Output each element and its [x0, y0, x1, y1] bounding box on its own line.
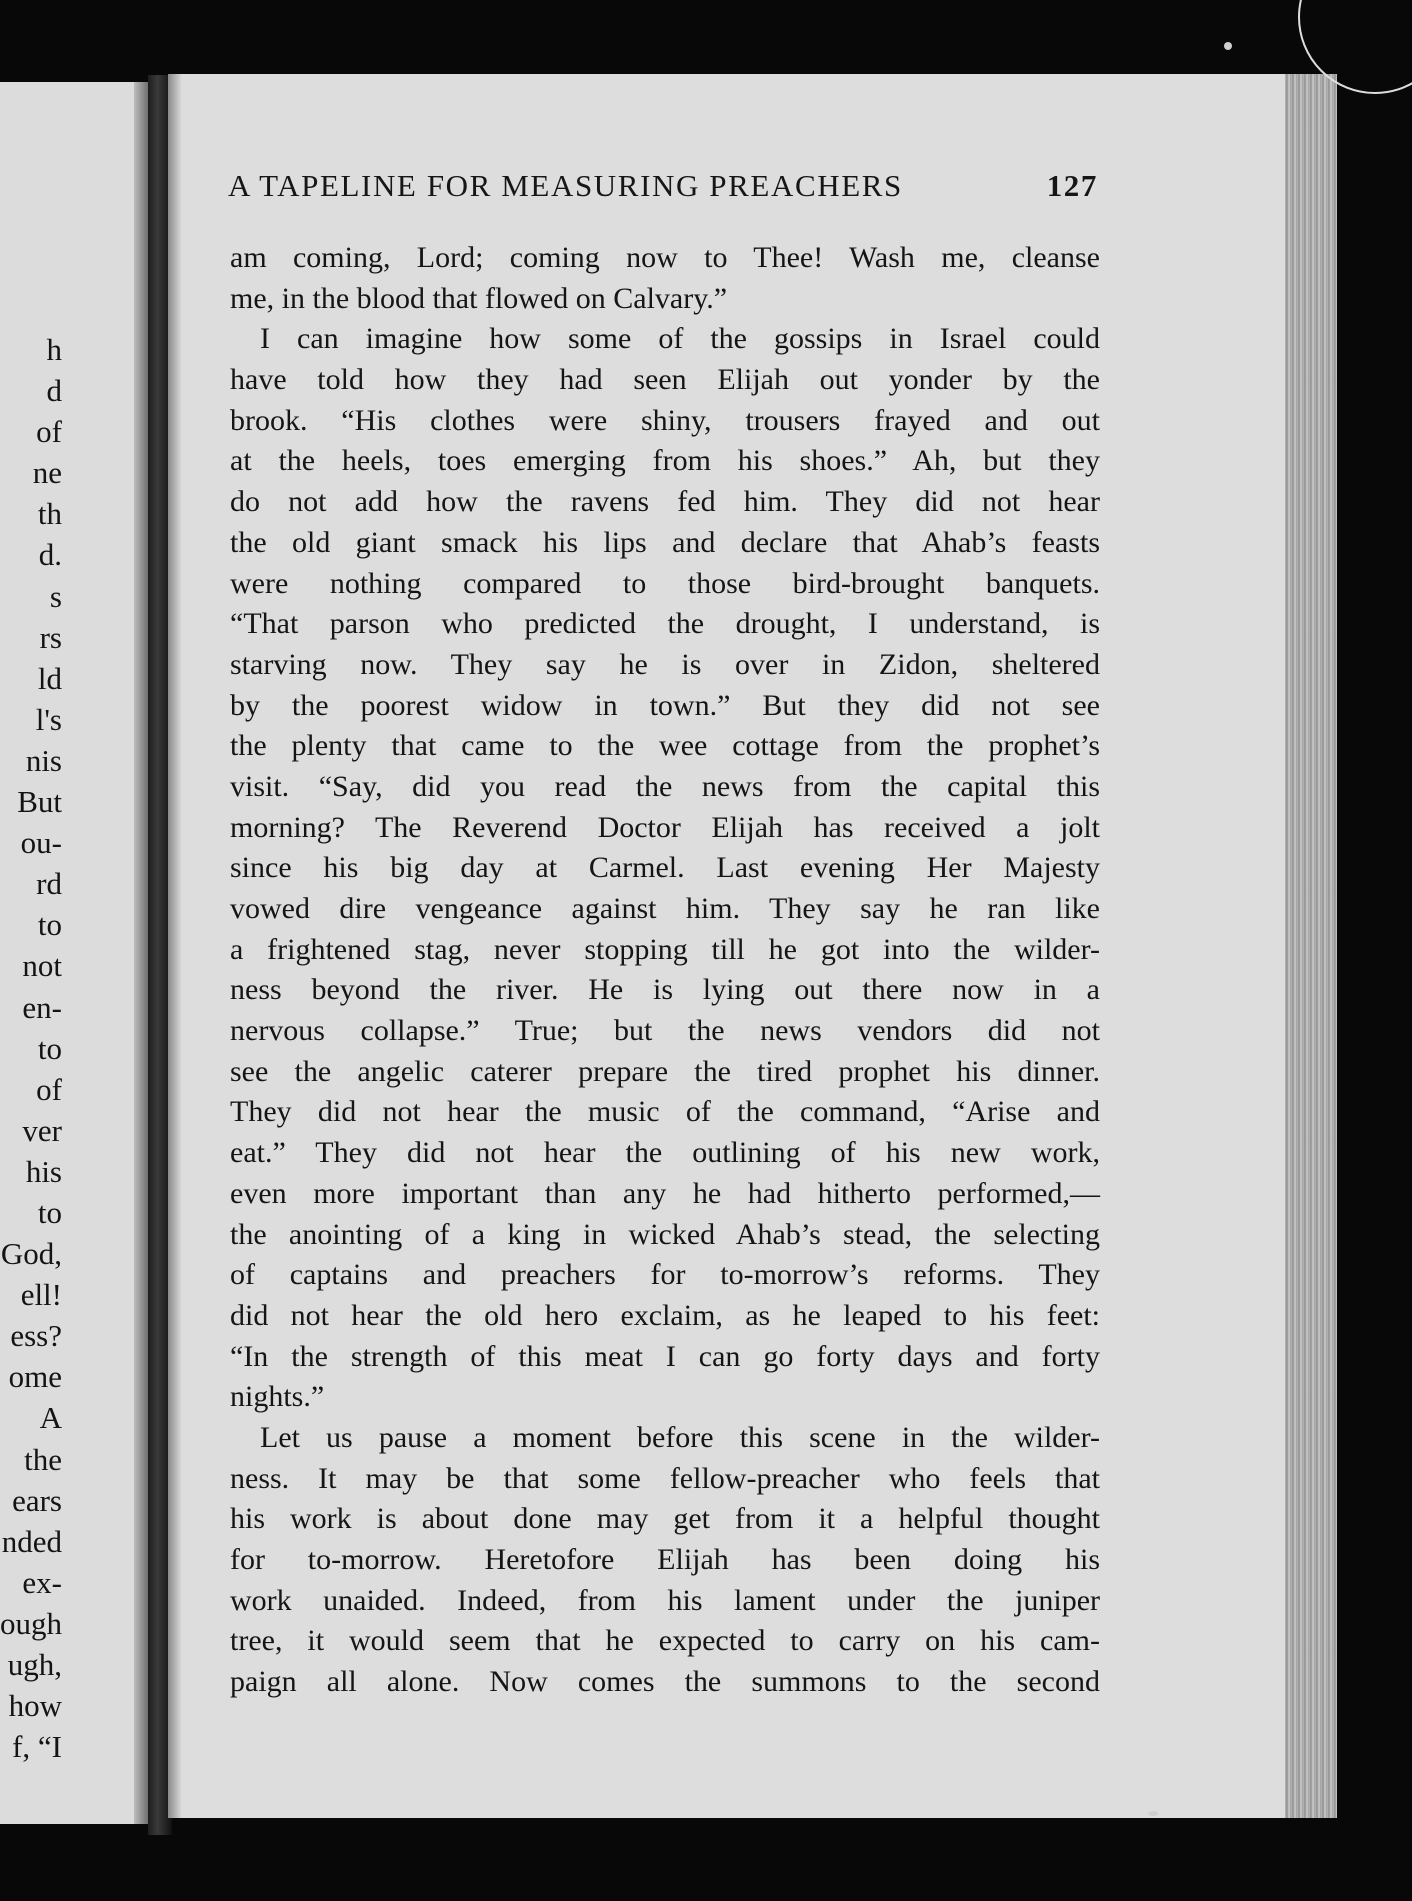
text-line: do not add how the ravens fed him. They did not hear [230, 485, 1100, 519]
running-header [228, 168, 1098, 214]
text-line: visit. “Say, did you read the news from the capital this [230, 769, 1100, 803]
left-line: ou- [20, 825, 62, 861]
left-line: d [46, 373, 62, 409]
text-line: did not hear the old hero exclaim, as he leaped to his feet: [230, 1298, 1100, 1332]
text-line: his work is about done may get from it a helpful thought [230, 1502, 1100, 1536]
text-line: the old giant smack his lips and declare that Ahab’s feasts [230, 525, 1100, 559]
text-line: vowed dire vengeance against him. They say he ran like [230, 892, 1100, 925]
text-line: the anointing of a king in wicked Ahab’s stead, the selecting [230, 1217, 1100, 1251]
left-line: A [39, 1400, 62, 1436]
left-line: But [17, 784, 62, 820]
text-line: were nothing compared to those bird-brought banquets. [230, 566, 1100, 600]
left-line: not [22, 948, 62, 984]
left-line: ne [32, 455, 62, 491]
left-line: ears [12, 1482, 62, 1518]
left-line: the [24, 1441, 62, 1477]
left-line: rs [39, 619, 62, 655]
text-line: of captains and preachers for to-morrow’s reforms. They [230, 1258, 1100, 1292]
left-line: en- [22, 989, 62, 1025]
right-page [168, 74, 1285, 1818]
left-line: of [36, 414, 62, 450]
left-line: th [37, 496, 62, 532]
text-line: see the angelic caterer prepare the tired prophet his dinner. [230, 1054, 1100, 1088]
left-line: ess? [10, 1318, 62, 1354]
left-line: ome [8, 1359, 62, 1395]
left-line: d. [38, 537, 62, 573]
left-line: how [8, 1688, 62, 1724]
left-line: nis [25, 742, 62, 778]
left-line: of [36, 1071, 62, 1107]
text-line: for to-morrow. Heretofore Elijah has been doing his [230, 1543, 1100, 1576]
left-line: to [37, 1030, 62, 1066]
text-line: by the poorest widow in town.” But they did not see [230, 688, 1100, 722]
left-line: h [46, 332, 62, 367]
text-line: “That parson who predicted the drought, I understand, is [230, 607, 1100, 641]
left-line: ell! [20, 1277, 62, 1313]
text-line: brook. “His clothes were shiny, trousers frayed and out [230, 403, 1100, 437]
page-number: 127 [1046, 168, 1098, 203]
scan-speck [1224, 42, 1232, 50]
text-line: paign all alone. Now comes the summons to the second [230, 1665, 1100, 1699]
text-line: since his big day at Carmel. Last evening Her Majesty [230, 851, 1100, 885]
text-line: have told how they had seen Elijah out yonder by the [230, 363, 1100, 397]
running-title: A TAPELINE FOR MEASURING PREACHERS [228, 168, 903, 203]
left-line: ver [22, 1112, 62, 1148]
left-line: ugh, [7, 1647, 62, 1682]
page-body [230, 238, 1100, 1703]
left-line: to [37, 907, 62, 943]
left-line: f, “I [12, 1729, 62, 1765]
left-line: nded [1, 1523, 62, 1559]
text-line: ness beyond the river. He is lying out there now in a [230, 973, 1100, 1007]
page-edges [1285, 74, 1337, 1818]
scan-speck [1148, 1811, 1158, 1816]
left-line: to [37, 1194, 62, 1230]
left-line: rd [36, 866, 62, 902]
text-line: tree, it would seem that he expected to carry on his cam- [230, 1624, 1100, 1658]
left-line: ex- [22, 1564, 62, 1600]
left-line: ld [37, 660, 62, 696]
text-line: I can imagine how some of the gossips in Israel could [260, 322, 1100, 356]
right-gutter-shadow [168, 74, 182, 1818]
text-line: starving now. They say he is over in Zidon, sheltered [230, 647, 1100, 681]
left-line: l's [35, 701, 62, 737]
left-line: his [25, 1153, 62, 1189]
text-line: ness. It may be that some fellow-preacher who feels that [230, 1461, 1100, 1495]
text-line: even more important than any he had hitherto performed,— [230, 1176, 1100, 1210]
left-line: s [49, 578, 62, 614]
left-page [0, 82, 152, 1824]
left-line: God, [0, 1236, 62, 1272]
left-page-text [0, 329, 62, 1767]
text-line: morning? The Reverend Doctor Elijah has received a jolt [230, 810, 1100, 844]
text-line: They did not hear the music of the command, “Arise and [230, 1095, 1100, 1129]
text-line: Let us pause a moment before this scene in the wilder- [260, 1420, 1100, 1454]
text-line: the plenty that came to the wee cottage from the prophet’s [230, 729, 1100, 763]
text-line: “In the strength of this meat I can go forty days and forty [230, 1339, 1100, 1373]
text-line: a frightened stag, never stopping till he got into the wilder- [230, 932, 1100, 966]
text-line: at the heels, toes emerging from his shoes.” Ah, but they [230, 444, 1100, 478]
text-line: work unaided. Indeed, from his lament under the juniper [230, 1583, 1100, 1617]
text-line: me, in the blood that flowed on Calvary.” [230, 281, 728, 315]
text-line: eat.” They did not hear the outlining of his new work, [230, 1136, 1100, 1170]
text-line: am coming, Lord; coming now to Thee! Wash me, cleanse [230, 241, 1100, 274]
text-line: nervous collapse.” True; but the news vendors did not [230, 1014, 1100, 1048]
text-line: nights.” [230, 1380, 325, 1414]
left-line: ough [0, 1605, 62, 1641]
